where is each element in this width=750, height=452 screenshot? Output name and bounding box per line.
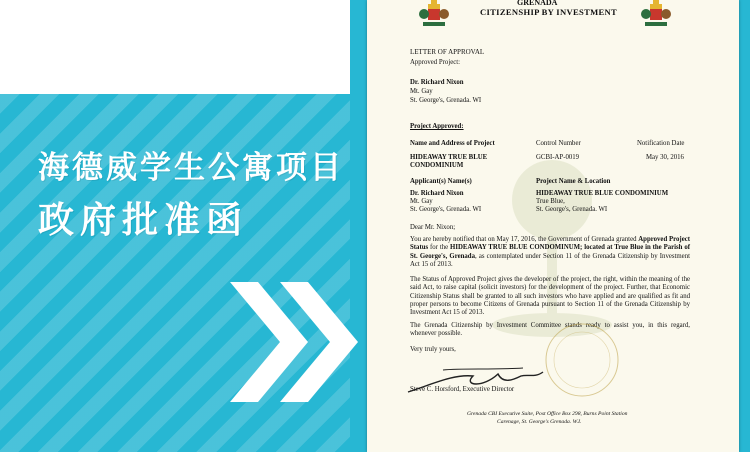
addressee-line2: Mt. Gay — [410, 88, 433, 95]
banner-title-line2: 政府批准函 — [38, 200, 249, 241]
letter-title: LETTER OF APPROVAL — [410, 48, 485, 56]
project-location-name: HIDEAWAY TRUE BLUE CONDOMINIUM — [536, 190, 669, 197]
col-control: Control Number — [536, 140, 581, 147]
p1-text-c: for the — [428, 244, 451, 252]
footer-line2: Carenage, St. George's Grenada. W.I. — [497, 419, 582, 425]
paragraph-2: The Status of Approved Project gives the developer of the project, the right, within the meaning of the said Act, to raise capital (solicit investors) for the development of the project. Further, that Economic Citizenship Status shall be granted to all such investors who have applied and are qualified as fit and proper persons to become Citizens of Grenada pursuant to Section 11 of the Grenada Citizenship by Investment Act 15 of 2013. — [410, 276, 690, 317]
header-top: GRENADA — [517, 0, 558, 7]
chevron-arrows-icon — [230, 282, 390, 402]
project-location-label: Project Name & Location — [536, 178, 611, 185]
header-title: CITIZENSHIP BY INVESTMENT — [480, 7, 618, 17]
applicant-line2: Mt. Gay — [410, 198, 433, 205]
p1-text-b: Approved Project Status — [410, 236, 690, 252]
p1-text-a: You are hereby notified that on May 17, 2016, the Government of Grenada granted — [410, 236, 639, 243]
approved-project-label: Approved Project: — [410, 59, 461, 66]
closing: Very truly yours, — [410, 346, 456, 353]
footer-line1: Grenada CBI Executive Suite, Post Office Box 298, Burns Point Station — [467, 411, 628, 417]
project-name-line1: HIDEAWAY TRUE BLUE — [410, 154, 488, 161]
paragraph-1 — [410, 236, 690, 269]
project-location-line2: True Blue, — [536, 198, 565, 205]
p1-text-d: HIDEAWAY TRUE BLUE CONDOMINUM; located at True Blue in the Parish of St. George's, Grenada — [410, 244, 691, 260]
applicant-line3: St. George's, Grenada. WI — [410, 206, 482, 213]
section-title: Project Approved: — [410, 123, 464, 130]
coat-of-arms-left-icon — [417, 0, 451, 34]
paragraph-3: The Grenada Citizenship by Investment Committee stands ready to assist you, in this regard, whenever possible. — [410, 322, 690, 338]
approval-letter — [367, 0, 739, 452]
col-name-address: Name and Address of Project — [410, 140, 495, 147]
salutation: Dear Mr. Nixon; — [410, 224, 456, 231]
signatory: Steve C. Horsford, Executive Director — [410, 386, 515, 393]
applicant-label: Applicant(s) Name(s) — [410, 178, 472, 185]
p1-text-e: , as contemplated under Section 11 of the Grenada Citizenship by Investment Act 15 of 2013. — [410, 252, 690, 268]
col-notification: Notification Date — [637, 140, 685, 147]
project-location-line3: St. George's, Grenada. WI — [536, 206, 608, 213]
project-name-line2: CONDOMINIUM — [410, 162, 464, 169]
banner-title-line1: 海德威学生公寓项目 — [38, 150, 344, 186]
notification-date: May 30, 2016 — [646, 154, 684, 161]
addressee-line3: St. George's, Grenada. WI — [410, 97, 482, 104]
addressee-name: Dr. Richard Nixon — [410, 79, 464, 86]
control-number: GCBI-AP-0019 — [536, 154, 580, 161]
applicant-name: Dr. Richard Nixon — [410, 190, 464, 197]
coat-of-arms-right-icon — [639, 0, 673, 34]
